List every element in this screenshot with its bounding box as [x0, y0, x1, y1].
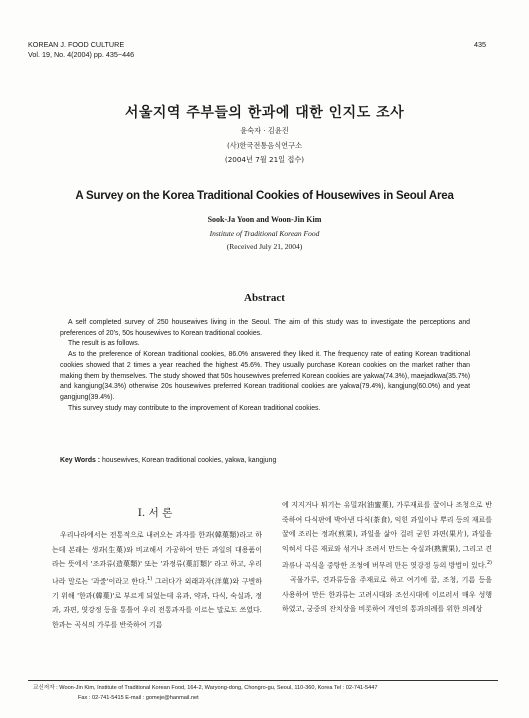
- english-authors: Sook-Ja Yoon and Woon-Jin Kim: [207, 215, 322, 224]
- korean-authors: 윤숙자 · 김윤진: [240, 126, 289, 135]
- abstract-body: [60, 318, 470, 414]
- body-text: 우리나라에서는 전통적으로 내려오는 과자를 한과(韓菓類)라고 하는데 본래는 생과(生菓)와 비교해서 가공하여 만든 과일의 대용품이라는 뜻에서 '조과류(造菓類)' 또는 '과정류(菓訂類)' 라고 하고, 우리나라 말로는 '과줄'이라고 한다.: [52, 531, 262, 586]
- section-heading: I. 서 론: [137, 507, 173, 519]
- abstract-paragraph: A self completed survey of 250 housewives living in the Seoul. The aim of this study was to investigate the perceptions and preferences of 20's, 50s housewives to Korean traditional cookies.: [60, 319, 470, 337]
- english-received: (Received July 21, 2004): [226, 242, 303, 251]
- korean-institute: (사)한국전통음식연구소: [226, 141, 303, 150]
- korean-title: 서울지역 주부들의 한과에 대한 인지도 조사: [124, 105, 405, 121]
- keywords-list: housewives, Korean traditional cookies, yakwa, kangjung: [100, 457, 277, 464]
- page-number: 435: [474, 40, 486, 49]
- body-text: 에 지지거나 튀기는 유밀과(油蜜菓), 가루재료를 꿀이나 조청으로 반죽하여 다식판에 박아낸 다식(茶食), 익힌 과일이나 뿌리 등의 재료를 꿀에 조리는 정과(煎果), 과일을 삶아 걸러 굳힌 과편(果片), 과일을 익혀서 다른 재료와 섞거나 조려서 만드는 숙실과(熟實果), 그리고 견과류나 곡식을 중탕한 조청에 버무려 만든 엿강정 등의 방법이 있다.: [282, 501, 492, 570]
- footer-rule: [28, 680, 498, 681]
- body-paragraph: 곡물가루, 견과류등을 주재료로 하고 여기에 꿀, 조청, 기름 등을 사용하여 만든 한과류는 고려시대와 조선시대에 이르러서 매우 성행하였고, 궁중의 잔치상을 비롯하여 개인의 통과의례를 위한 의례상: [282, 576, 492, 614]
- keywords: [60, 457, 470, 464]
- abstract-paragraph: As to the preference of Korean traditional cookies, 86.0% answered they liked it. The frequency rate of eating Korean traditional cookies showed that 2 times a year reached the highest 45.6%. They usually purchase Korean cookies on the market rather than making them by themselves. The study showed that 50s housewives preferred Korean cookies are yakwa(74.3%), maejadkwa(35.7%) and kangjung(34.3%) otherwise 20s housewives preferred Korean traditional cookies are yakwa(79.4%), kangjung(60.0%) and yeat gangjung(39.4%).: [60, 351, 470, 401]
- citation: 1): [147, 575, 153, 582]
- journal-volume: Vol. 19, No. 4(2004) pp. 435~446: [28, 49, 135, 59]
- body-paragraph: [52, 528, 262, 632]
- running-header: [28, 40, 134, 59]
- korean-received: (2004년 7월 21일 접수): [224, 155, 305, 164]
- footer: [33, 683, 503, 703]
- keywords-label: Key Words :: [60, 457, 101, 464]
- abstract-paragraph: The result is as follows.: [68, 340, 140, 348]
- body-paragraph: [282, 498, 492, 573]
- citation: 2): [486, 560, 492, 567]
- footer-fax-email: Fax : 02-741-5415 E-mail : gomeje@hanmail.net: [78, 695, 199, 701]
- right-column: [282, 498, 492, 617]
- left-column: [52, 528, 262, 632]
- english-institute: Institute of Traditional Korean Food: [209, 229, 320, 238]
- footer-contact-line: 교신저자 : Woon-Jin Kim, Institute of Traditional Korean Food, 164-2, Waryong-dong, Chongro-gu, Seoul, 110-360, Korea Tel : 02-741-5447: [33, 685, 378, 691]
- body-text: 그러다가 외래과자(洋菓)와 구별하기 위해 '한과(韓菓)'로 부르게 되었는데 유과, 약과, 다식, 숙실과, 정과, 과편, 엿강정 등을 통틀어 우리 전통과자를 이르는 말로도 쓰였다. 한과는 곡식의 가루를 반죽하여 기름: [52, 577, 262, 629]
- english-title: A Survey on the Korea Traditional Cookies of Housewives in Seoul Area: [75, 190, 454, 202]
- abstract-heading: Abstract: [244, 292, 285, 304]
- journal-name: KOREAN J. FOOD CULTURE: [28, 40, 125, 49]
- abstract-paragraph: This survey study may contribute to the improvement of Korean traditional cookies.: [68, 404, 321, 412]
